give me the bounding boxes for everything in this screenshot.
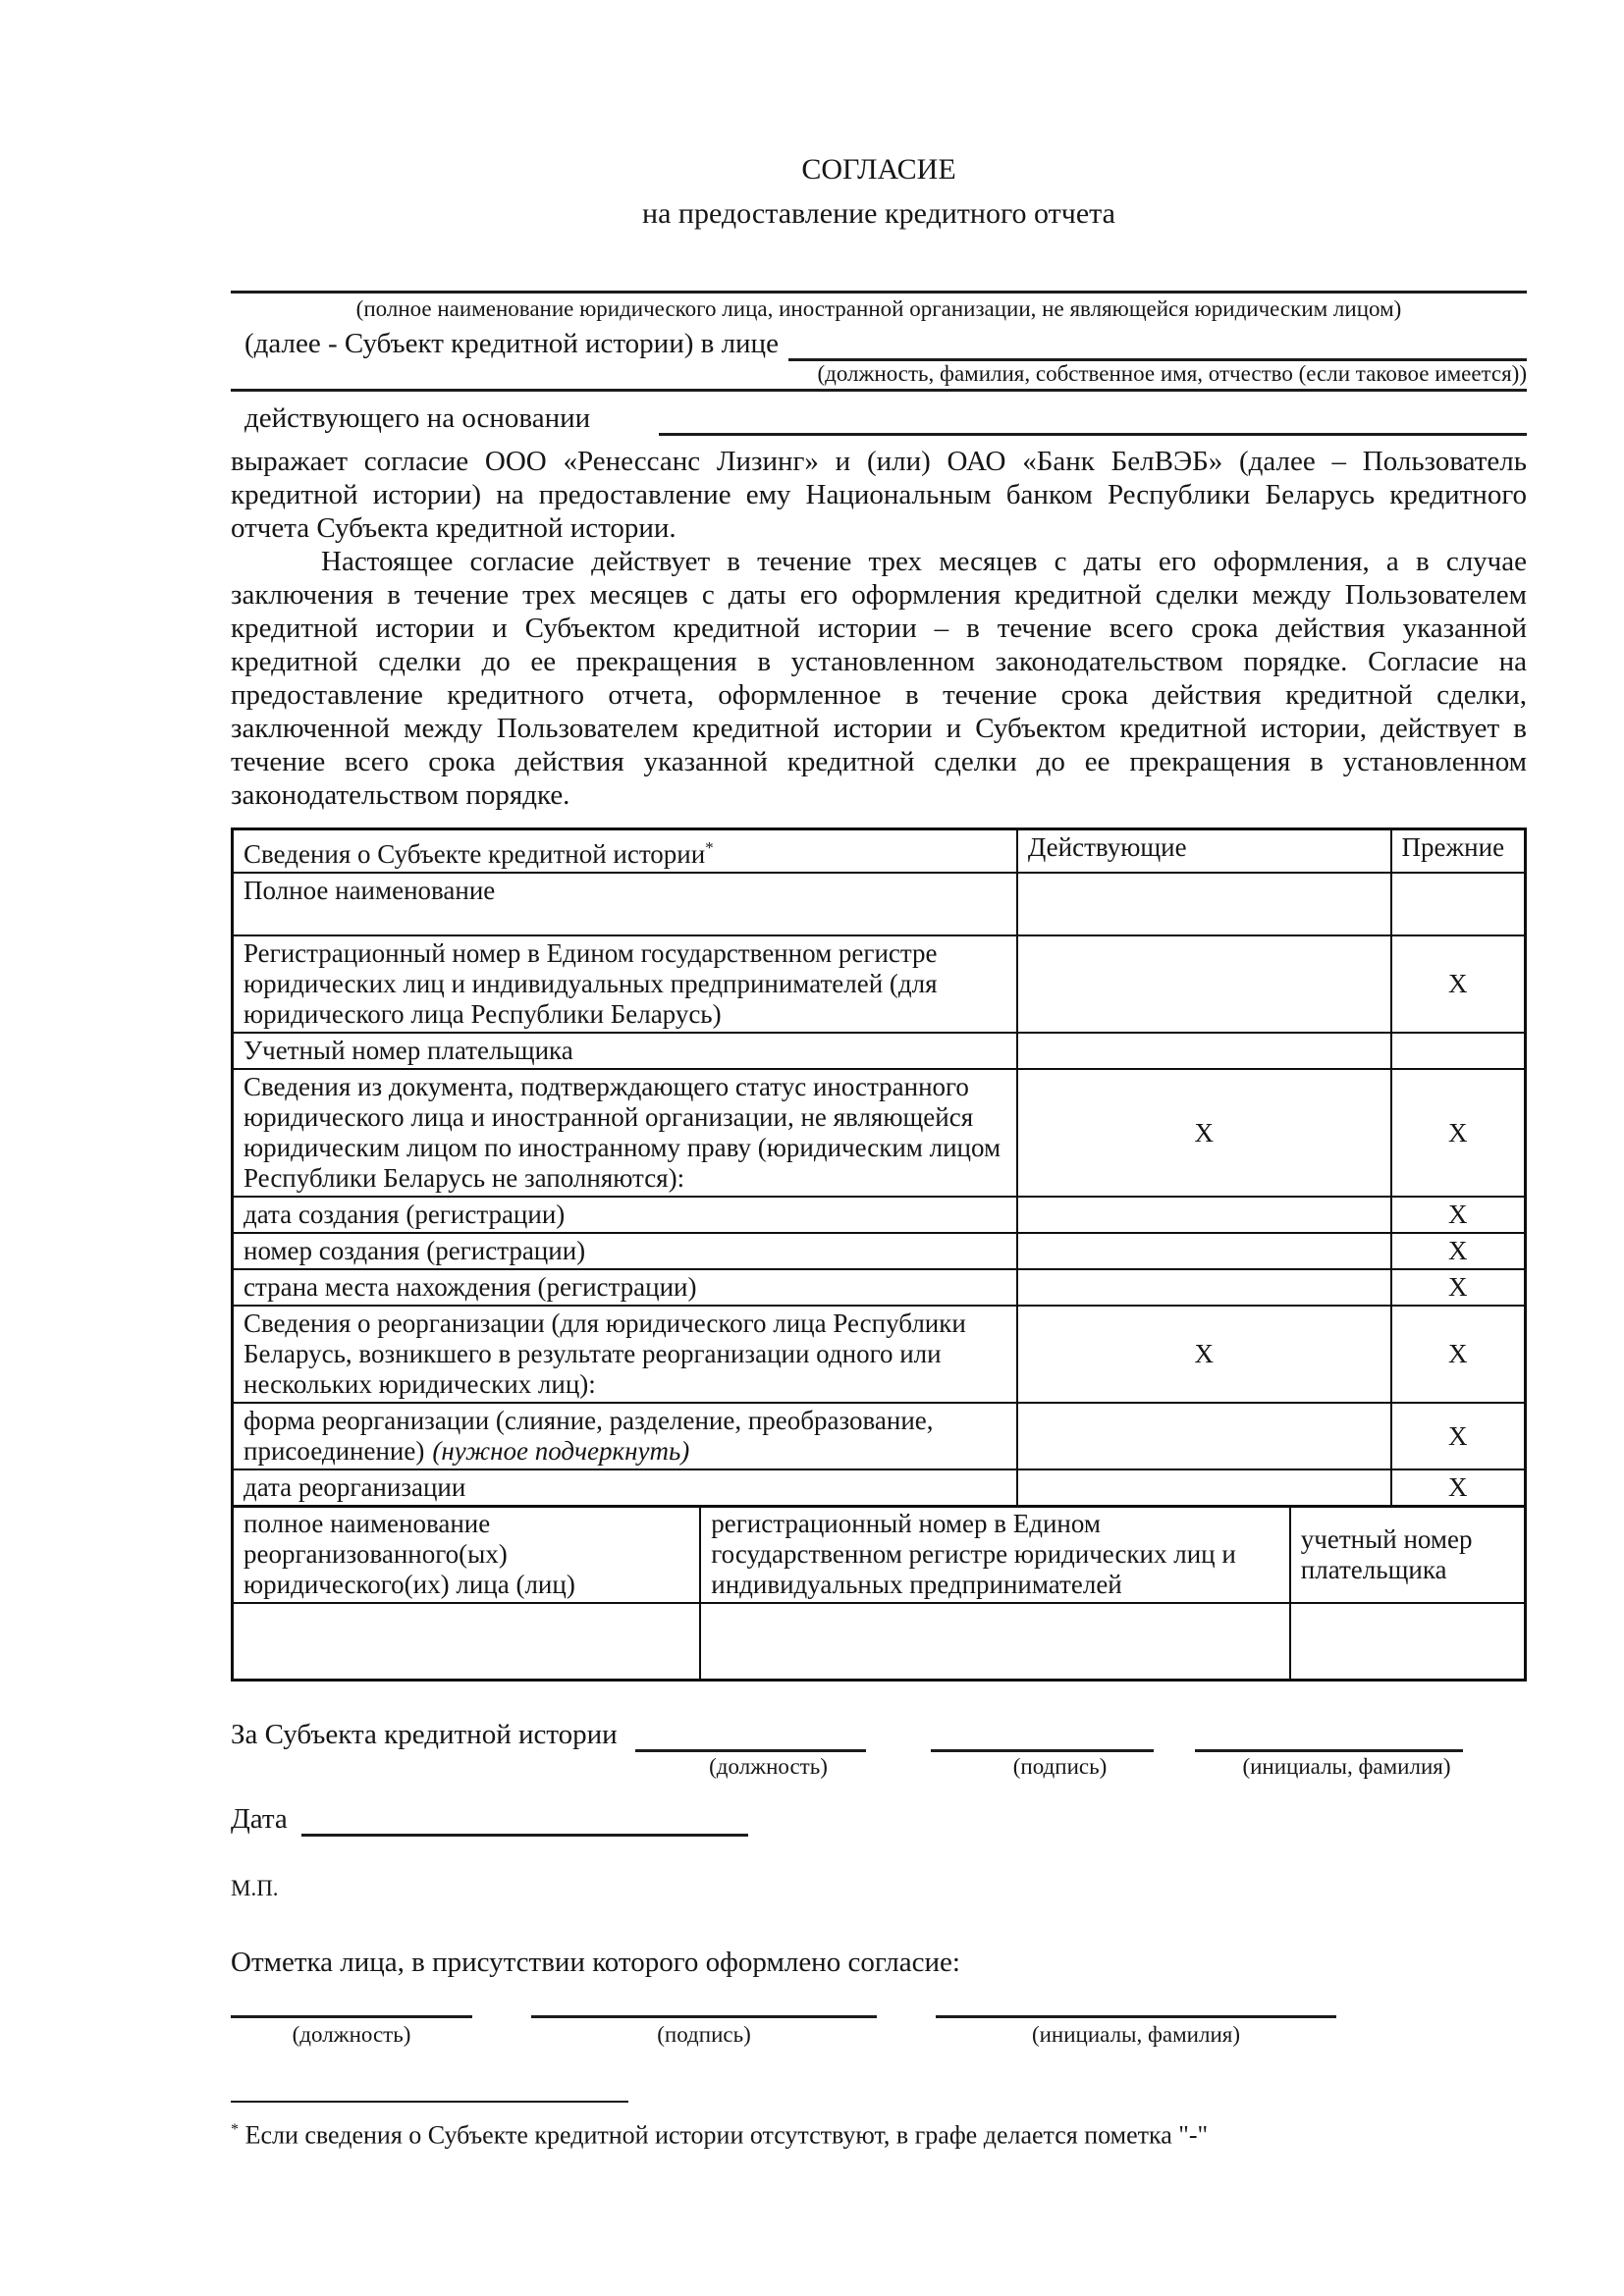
stamp-mark: М.П. — [231, 1876, 279, 1900]
caption-signature: (подпись) — [1012, 1754, 1108, 1779]
subheader-cell-name: полное наименование реорганизованного(ых) юридического(их) лица (лиц) — [233, 1506, 701, 1603]
table-row — [233, 1033, 1526, 1069]
witness-note: Отметка лица, в присутствии которого оформлено согласие: — [231, 1947, 960, 1978]
footnote-separator — [231, 2099, 628, 2103]
current-value-cell: X — [1017, 1306, 1391, 1403]
current-value-cell[interactable] — [1017, 1469, 1391, 1507]
empty-fill-cell[interactable] — [233, 1603, 701, 1681]
paragraph-validity: Настоящее согласие действует в течение трех месяцев с даты его оформления, а в случае заключения в течение трех месяцев с даты его оформления кредитной сделки между Пользователем кредитной истории и Субъектом кредитной истории – в течение всего срока действия указанной кредитной сделки до ее прекращения в установленном законодательством порядке. Согласие на предоставление кредитного отчета, оформленное в течение срока действия кредитной сделки, заключенной между Пользователем кредитной истории и Субъектом кредитной истории, действует в течение всего срока действия указанной кредитной сделки до ее прекращения в установленном законодательством порядке. — [231, 546, 1527, 811]
footnote-ref-mark: * — [705, 838, 714, 857]
current-value-cell[interactable] — [1017, 1197, 1391, 1233]
table-row — [233, 1403, 1526, 1469]
representative-row — [231, 326, 1527, 361]
row-label-cell: форма реорганизации (слияние, разделение, преобразование, присоединение) (нужное подчеркнуть) — [233, 1403, 1017, 1469]
row-label-cell: Регистрационный номер в Едином государственном регистре юридических лиц и индивидуальных предпринимателей (для юридического лица Республики Беларусь) — [233, 935, 1017, 1033]
field-line-witness-position[interactable] — [231, 2013, 472, 2018]
reorg-subtable — [231, 1505, 1527, 1682]
signature-captions — [231, 1754, 1527, 1780]
previous-value-cell: X — [1391, 1403, 1526, 1469]
caption-initials: (инициалы, фамилия) — [1031, 2022, 1241, 2047]
date-row — [231, 1801, 1527, 1837]
previous-value-cell: X — [1391, 1269, 1526, 1306]
signature-label: За Субъекта кредитной истории — [231, 1719, 618, 1750]
current-value-cell[interactable] — [1017, 935, 1391, 1033]
caption-position-role: (должность) — [292, 2022, 411, 2047]
witness-captions — [231, 2022, 1527, 2048]
page-title: СОГЛАСИЕ — [801, 153, 956, 186]
row-label-cell: Полное наименование — [233, 873, 1017, 935]
footnote-marker: * — [231, 2121, 240, 2138]
table-row — [233, 935, 1526, 1033]
table-row — [233, 1469, 1526, 1507]
witness-lines — [231, 2013, 1527, 2018]
row-label-cell: страна места нахождения (регистрации) — [233, 1269, 1017, 1306]
header-cell-info: Сведения о Субъекте кредитной истории* — [233, 829, 1017, 874]
current-value-cell[interactable] — [1017, 1269, 1391, 1306]
basis-label: действующего на основании — [244, 402, 591, 434]
field-line-witness-name[interactable] — [936, 2013, 1336, 2018]
footnote-text: Если сведения о Субъекте кредитной истории отсутствуют, в графе делается пометка "-" — [244, 2120, 1209, 2150]
caption-signature: (подпись) — [657, 2022, 751, 2047]
previous-value-cell: X — [1391, 1197, 1526, 1233]
representative-label: (далее - Субъект кредитной истории) в лице — [244, 328, 779, 359]
previous-value-cell: X — [1391, 935, 1526, 1033]
paragraph-consent: выражает согласие ООО «Ренессанс Лизинг» и (или) ОАО «Банк БелВЭБ» (далее – Пользователь кредитной истории) на предоставление ему Национальным банком Республики Беларусь кредитного отчета Субъекта кредитной истории. — [231, 446, 1527, 544]
field-line-subject-name[interactable] — [231, 291, 1527, 294]
current-value-cell[interactable] — [1017, 873, 1391, 935]
row-label-cell: Учетный номер плательщика — [233, 1033, 1017, 1069]
current-value-cell[interactable] — [1017, 1403, 1391, 1469]
previous-value-cell[interactable] — [1391, 1033, 1526, 1069]
table-row — [233, 1197, 1526, 1233]
current-value-cell[interactable] — [1017, 1233, 1391, 1269]
row-label-cell: дата реорганизации — [233, 1469, 1017, 1507]
current-value-cell[interactable] — [1017, 1033, 1391, 1069]
table-header-row — [233, 829, 1526, 874]
previous-value-cell: X — [1391, 1069, 1526, 1197]
subject-info-table — [231, 828, 1527, 1508]
field-line-representative[interactable] — [788, 329, 1527, 361]
current-value-cell: X — [1017, 1069, 1391, 1197]
row-label-cell: номер создания (регистрации) — [233, 1233, 1017, 1269]
empty-fill-cell[interactable] — [1290, 1603, 1526, 1681]
previous-value-cell: X — [1391, 1469, 1526, 1507]
signature-row — [231, 1717, 1527, 1752]
table-row — [233, 873, 1526, 935]
subheader-cell-payer: учетный номер плательщика — [1290, 1506, 1526, 1603]
caption-position-role: (должность) — [709, 1754, 828, 1779]
table-row — [233, 1306, 1526, 1403]
row-label-cell: дата создания (регистрации) — [233, 1197, 1017, 1233]
empty-fill-cell[interactable] — [700, 1603, 1290, 1681]
field-line-witness-signature[interactable] — [531, 2013, 877, 2018]
field-line-date[interactable] — [301, 1806, 748, 1837]
caption-position: (должность, фамилия, собственное имя, отчество (если таковое имеется)) — [817, 361, 1527, 386]
table-row — [233, 1233, 1526, 1269]
basis-row — [231, 400, 1527, 436]
previous-value-cell: X — [1391, 1233, 1526, 1269]
field-line-sig-position[interactable] — [635, 1722, 866, 1752]
field-line-sig-name[interactable] — [1195, 1722, 1463, 1752]
page-subtitle: на предоставление кредитного отчета — [642, 197, 1115, 230]
subheader-cell-regnumber: регистрационный номер в Едином государственном регистре юридических лиц и индивидуальных предпринимателей — [700, 1506, 1290, 1603]
date-label: Дата — [231, 1803, 288, 1835]
field-line-position-underline[interactable] — [231, 361, 1527, 392]
field-line-basis[interactable] — [659, 403, 1527, 436]
field-line-sig-signature[interactable] — [931, 1722, 1154, 1752]
previous-value-cell[interactable] — [1391, 873, 1526, 935]
row-label-italic: (нужное подчеркнуть) — [432, 1436, 690, 1466]
table-row — [233, 1269, 1526, 1306]
previous-value-cell: X — [1391, 1306, 1526, 1403]
row-label-cell: Сведения о реорганизации (для юридического лица Республики Беларусь, возникшего в результате реорганизации одного или нескольких юридических лиц): — [233, 1306, 1017, 1403]
footnote — [231, 2114, 1527, 2151]
table-row — [233, 1069, 1526, 1197]
subtable-header-row — [233, 1506, 1526, 1603]
subtable-empty-row — [233, 1603, 1526, 1681]
row-label-cell: Сведения из документа, подтверждающего статус иностранного юридического лица и иностранной организации, не являющейся юридическим лицом по иностранному праву (юридическим лицом Республики Беларусь не заполняются): — [233, 1069, 1017, 1197]
header-cell-previous: Прежние — [1391, 829, 1526, 874]
caption-subject-name: (полное наименование юридического лица, иностранной организации, не являющейся юридическим лицом) — [355, 296, 1402, 321]
header-cell-current: Действующие — [1017, 829, 1391, 874]
caption-initials: (инициалы, фамилия) — [1242, 1754, 1451, 1779]
